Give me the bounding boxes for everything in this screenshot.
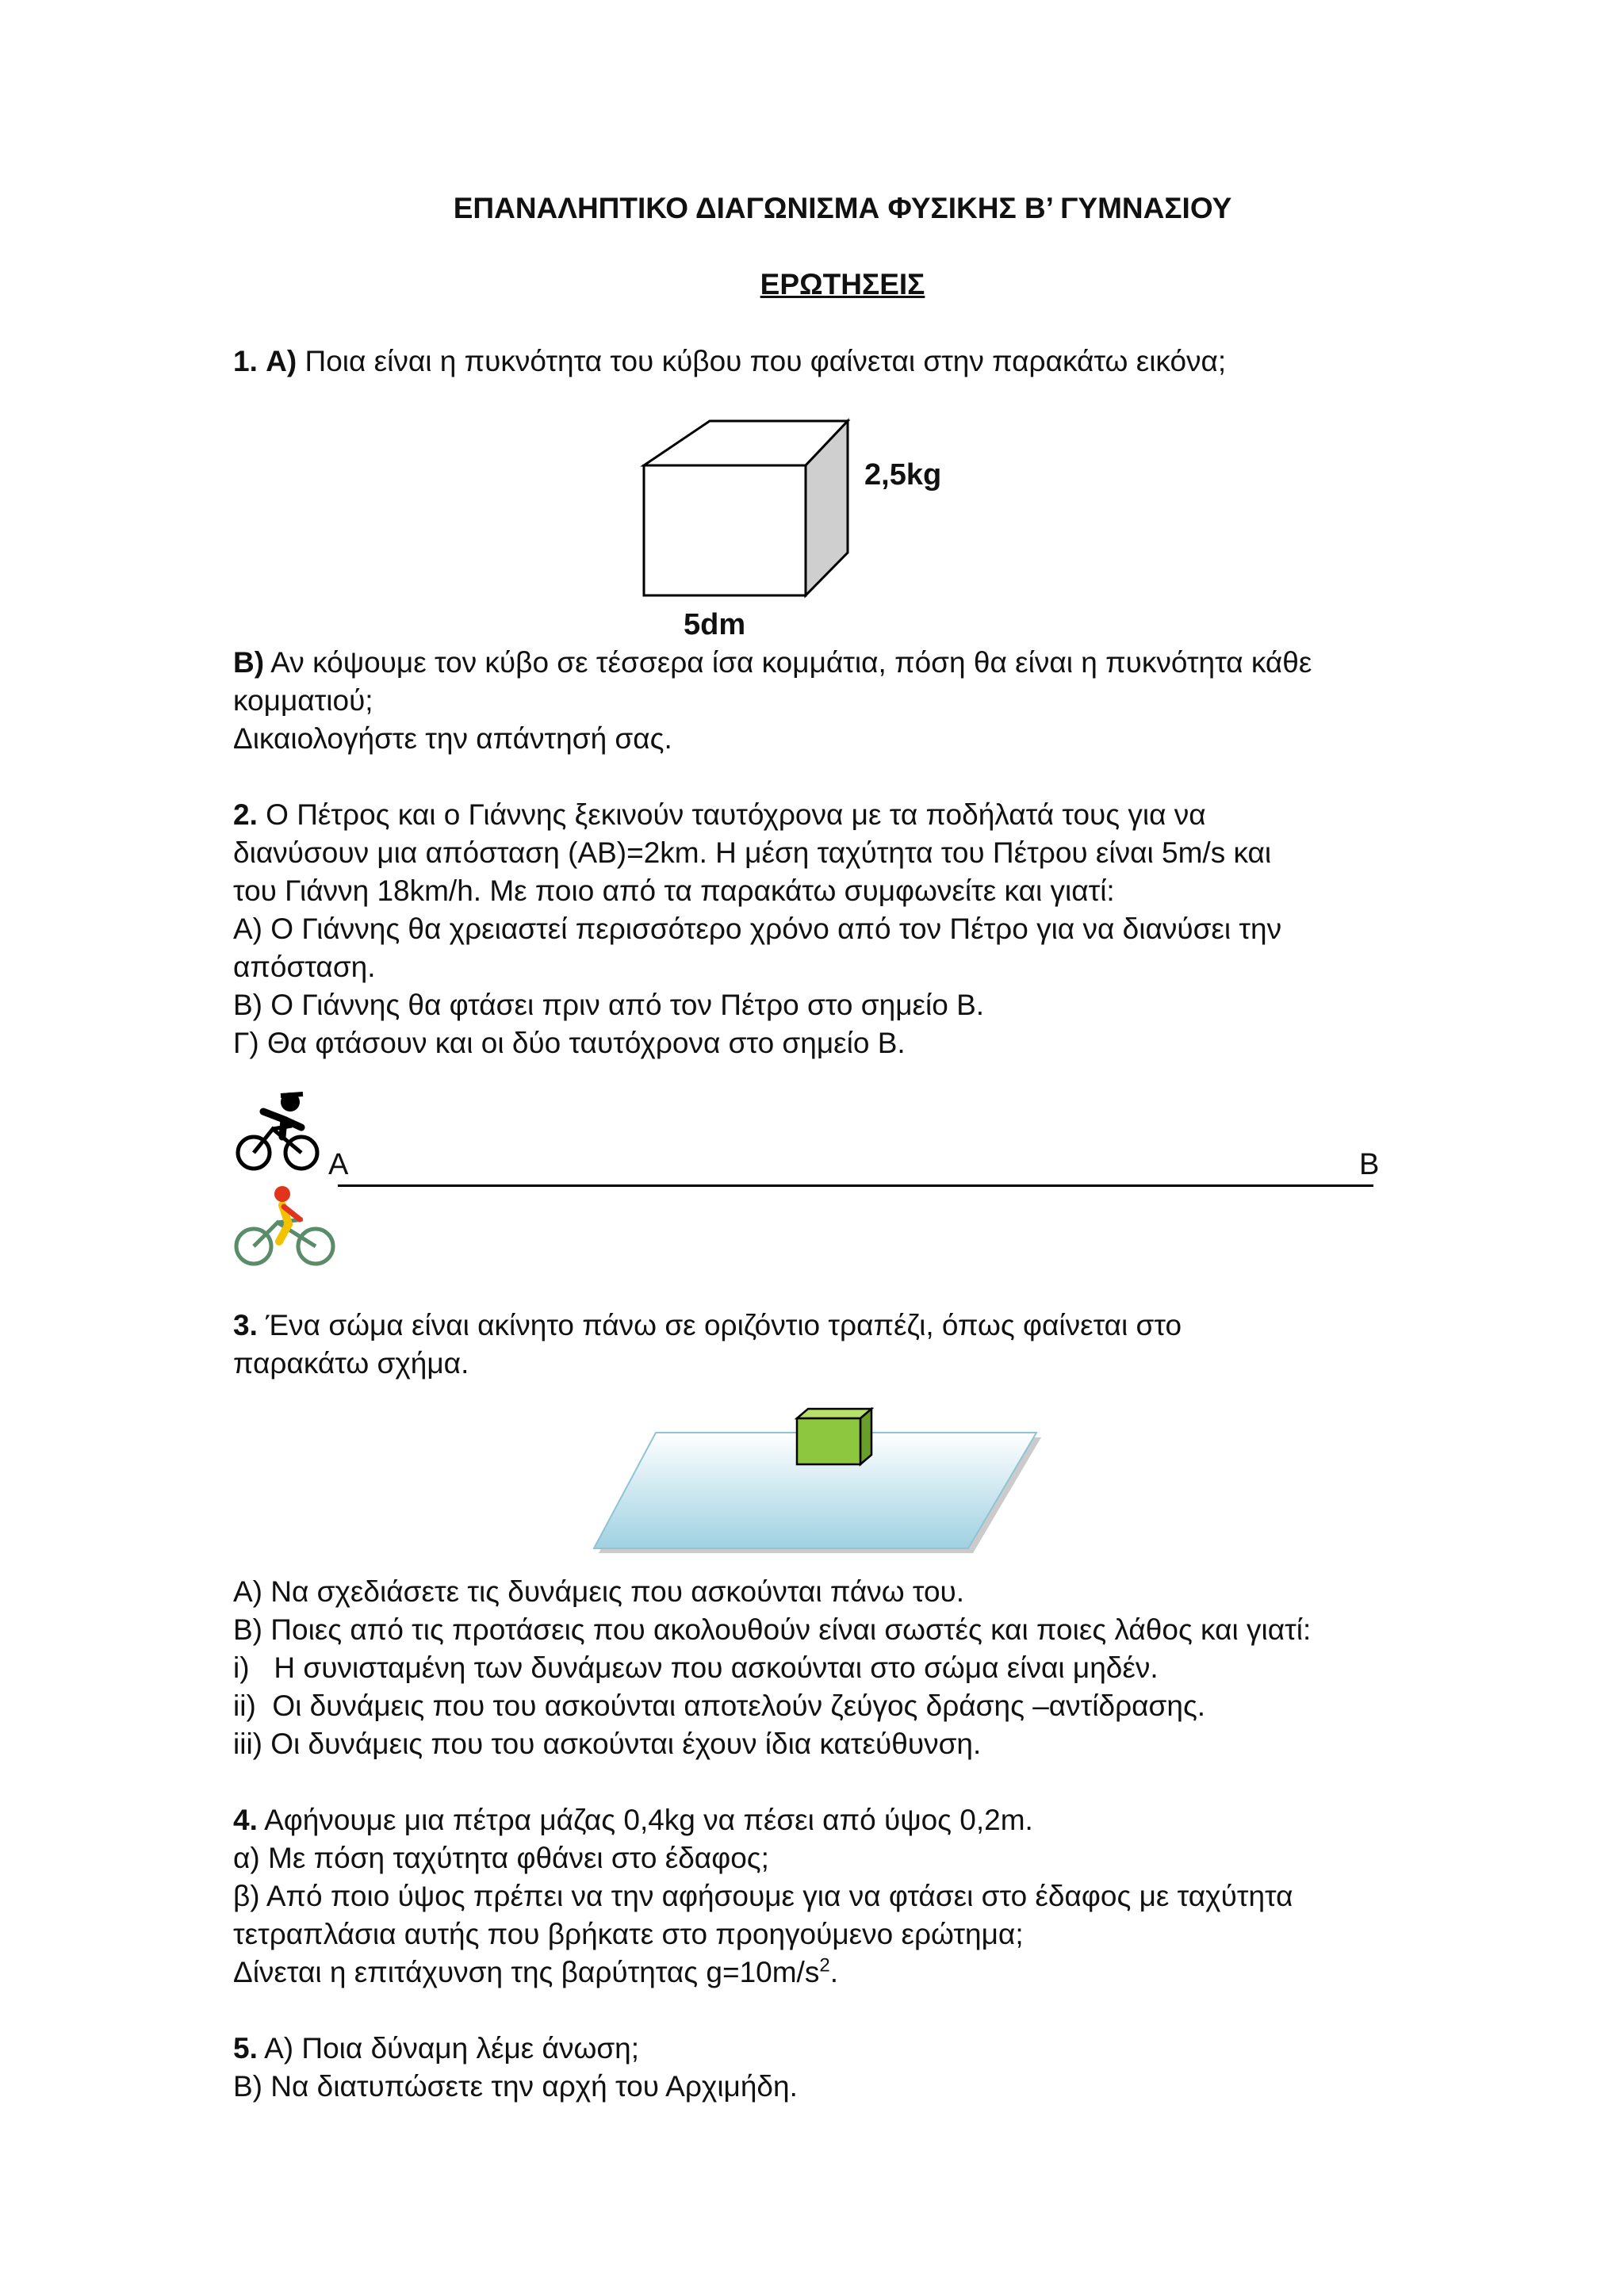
section-heading: ΕΡΩΤΗΣΕΙΣ [760, 268, 925, 300]
q2-line7: Γ) Θα φτάσουν και οι δύο ταυτόχρονα στο σημείο Β. [233, 1027, 906, 1059]
q4-gravity-text: Δίνεται η επιτάχυνση της βαρύτητας g=10m/s [233, 1956, 820, 1988]
q2-line5: απόσταση. [233, 951, 376, 983]
q4-line2: α) Με πόση ταχύτητα φθάνει στο έδαφος; [233, 1842, 769, 1874]
distance-line [338, 1184, 1373, 1187]
q1-part-b-line1 [233, 644, 1312, 682]
q3-text: Ένα σώμα είναι ακίνητο πάνω σε οριζόντιο τραπέζι, όπως φαίνεται στο [257, 1309, 1182, 1341]
q1-number: 1. [233, 345, 258, 377]
q3-line7: iii) Οι δυνάμεις που του ασκούνται έχουν ίδια κατεύθυνση. [233, 1728, 982, 1760]
box-front [797, 1418, 860, 1464]
q2-line1 [233, 796, 1206, 834]
q3-line6: ii) Οι δυνάμεις που του ασκούνται αποτελούν ζεύγος δράσης –αντίδρασης. [233, 1689, 1206, 1722]
q3-line3: Α) Να σχεδιάσετε τις δυνάμεις που ασκούνται πάνω του. [233, 1575, 965, 1608]
cube-figure [634, 416, 856, 603]
cube-front-face [644, 465, 806, 595]
q4-line3: β) Από ποιο ύψος πρέπει να την αφήσουμε για να φτάσει στο έδαφος με ταχύτητα [233, 1880, 1293, 1912]
q1-part-a-text: Ποια είναι η πυκνότητα του κύβου που φαίνεται στην παρακάτω εικόνα; [297, 345, 1227, 377]
box-top [797, 1409, 871, 1418]
q4-gravity-exponent: 2 [819, 1954, 830, 1976]
box-side [860, 1409, 871, 1464]
q4-line4: τετραπλάσια αυτής που βρήκατε στο προηγούμενο ερώτημα; [233, 1918, 1024, 1950]
q3-line2: παρακάτω σχήμα. [233, 1347, 469, 1380]
q4-gravity-period: . [829, 1956, 838, 1988]
q3-line5: i) Η συνισταμένη των δυνάμεων που ασκούνται στο σώμα είναι μηδέν. [233, 1651, 1159, 1684]
q4-text: Αφήνουμε μια πέτρα μάζας 0,4kg να πέσει από ύψος 0,2m. [257, 1804, 1033, 1836]
q5-line2: Β) Να διατυπώσετε την αρχή του Αρχιμήδη. [233, 2070, 798, 2103]
q2-line2: διανύσουν μια απόσταση (ΑΒ)=2km. Η μέση ταχύτητα του Πέτρου είναι 5m/s και [233, 836, 1272, 869]
cube-side-label: 5dm [684, 608, 746, 641]
q1-part-a-label: Α) [266, 345, 297, 377]
q1-part-b-label: Β) [233, 646, 265, 679]
point-a-label: A [328, 1148, 349, 1181]
q1-part-b-line3: Δικαιολογήστε την απάντησή σας. [233, 722, 672, 755]
cyclist-yellow-icon [233, 1183, 338, 1270]
q4-line5 [233, 1954, 838, 1992]
q5-line1 [233, 2030, 639, 2068]
q2-text: Ο Πέτρος και ο Γιάννης ξεκινούν ταυτόχρονα με τα ποδήλατά τους για να [257, 798, 1206, 831]
q3-number: 3. [233, 1309, 258, 1341]
q3-line1 [233, 1307, 1182, 1345]
cube-mass-label: 2,5kg [864, 458, 942, 492]
page-title: ΕΠΑΝΑΛΗΠΤΙΚΟ ΔΙΑΓΩΝΙΣΜΑ ΦΥΣΙΚΗΣ Β’ ΓΥΜΝΑΣΙΟΥ [453, 192, 1232, 224]
q5-number: 5. [233, 2032, 258, 2064]
q2-number: 2. [233, 798, 258, 831]
q1-part-b-text: Αν κόψουμε τον κύβο σε τέσσερα ίσα κομμάτια, πόση θα είναι η πυκνότητα κάθε [264, 646, 1312, 679]
q5-text: Α) Ποια δύναμη λέμε άνωση; [257, 2032, 640, 2064]
q4-line1 [233, 1801, 1033, 1839]
q4-number: 4. [233, 1804, 258, 1836]
q1-part-a [233, 342, 1226, 381]
q1-part-b-line2: κομματιού; [233, 684, 373, 717]
q3-line4: Β) Ποιες από τις προτάσεις που ακολουθούν είναι σωστές και ποιες λάθος και γιατί: [233, 1613, 1312, 1646]
q2-line3: του Γιάννη 18km/h. Με ποιο από τα παρακάτω συμφωνείτε και γιατί: [233, 874, 1115, 907]
point-b-label: B [1359, 1148, 1380, 1181]
cyclist-black-icon [235, 1088, 322, 1177]
table-figure [591, 1407, 1051, 1562]
q2-line6: Β) Ο Γιάννης θα φτάσει πριν από τον Πέτρο στο σημείο Β. [233, 989, 985, 1021]
q2-line4: Α) Ο Γιάννης θα χρειαστεί περισσότερο χρόνο από τον Πέτρο για να διανύσει την [233, 913, 1282, 945]
